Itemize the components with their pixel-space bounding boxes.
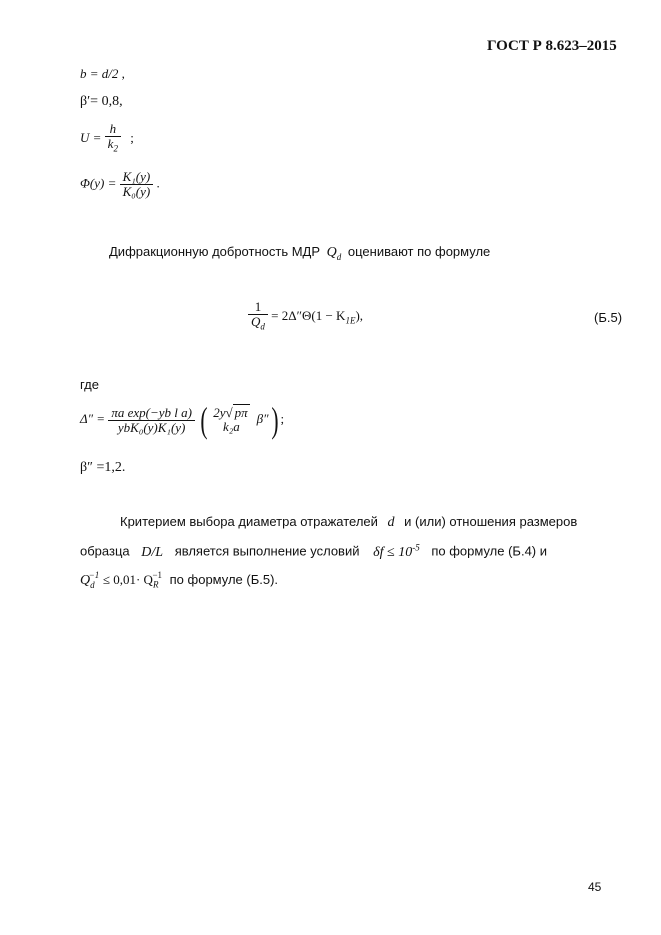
right-paren: ) xyxy=(270,400,279,440)
formula-u-fraction xyxy=(105,122,121,156)
formula-delta xyxy=(80,400,285,440)
paragraph-2-symbol-dl: D/L xyxy=(141,544,164,560)
paragraph-2-inequality: ≤ $0,01\cdot Q_R^{-1}$ xyxy=(102,570,163,590)
paragraph-2-line2-text-a: образца xyxy=(80,543,130,559)
formula-b5-numerator: 1 xyxy=(248,300,268,315)
formula-phi xyxy=(80,170,160,199)
paragraph-criterion-line-3 xyxy=(80,570,278,589)
paragraph-1-text-a: Дифракционную добротность МДР xyxy=(109,244,321,259)
paragraph-2-symbol-qd-inv: $Q_d^{-1}$ xyxy=(80,570,100,590)
formula-b: b = d/2 , xyxy=(80,66,125,81)
paragraph-2-line1-text-b: и (или) отношения размеров xyxy=(404,514,578,529)
formula-u-left: U = xyxy=(80,129,102,145)
formula-phi-tail: . xyxy=(156,175,160,191)
paragraph-quality-factor xyxy=(109,244,490,262)
paragraph-criterion-line-1 xyxy=(120,514,577,531)
formula-phi-numerator: K₁(y) xyxy=(120,170,154,185)
formula-u-denominator: $k_2$ xyxy=(107,136,118,154)
paragraph-1-text-b: оценивают по формуле xyxy=(347,244,491,259)
formula-phi-denominator: K₀(y) xyxy=(122,184,151,199)
paragraph-2-line2-text-c: по формуле (Б.4) и xyxy=(431,543,547,559)
document-header: ГОСТ Р 8.623–2015 xyxy=(487,38,617,54)
formula-delta-beta: β″ xyxy=(256,410,269,426)
formula-delta-inner-denominator: k₂a xyxy=(223,419,240,434)
where-label: где xyxy=(80,377,99,392)
formula-beta-prime: β′= 0,8, xyxy=(80,94,123,109)
formula-delta-denominator: ybK₀(y)K₁(y) xyxy=(117,419,186,435)
formula-b5-denominator: $Q_d$ xyxy=(251,314,265,332)
paragraph-criterion-line-2 xyxy=(80,542,547,561)
formula-u-tail: ; xyxy=(130,129,134,145)
formula-b5-fraction xyxy=(248,300,268,334)
formula-phi-fraction xyxy=(120,170,154,199)
paragraph-2-symbol-d: d xyxy=(387,515,395,530)
paragraph-2-line1-text-a: Критерием выбора диаметра отражателей xyxy=(120,514,378,529)
left-paren: ( xyxy=(200,400,208,440)
formula-beta-double-prime: β″ =1,2. xyxy=(80,460,126,475)
paragraph-2-condition: $\delta f \le 10^{-5}$ xyxy=(373,542,420,560)
formula-phi-left: Φ(y) = xyxy=(80,175,117,191)
formula-delta-fraction xyxy=(108,406,195,435)
formula-delta-numerator: πa exp(−yb l a) xyxy=(108,406,195,421)
formula-b5 xyxy=(248,300,363,334)
paragraph-2-line3-tail: по формуле (Б.5). xyxy=(169,571,279,587)
formula-b5-number: (Б.5) xyxy=(594,310,623,325)
formula-delta-left: Δ″ = xyxy=(80,410,106,426)
formula-u-numerator: h xyxy=(105,122,121,137)
paragraph-2-line2-text-b: является выполнение условий xyxy=(174,543,360,559)
formula-u xyxy=(80,122,134,156)
formula-delta-tail: ; xyxy=(280,410,285,426)
page-number: 45 xyxy=(588,880,602,894)
formula-delta-inner-numerator: 2y√ pπ xyxy=(213,405,248,420)
formula-delta-inner-fraction xyxy=(210,406,252,434)
paragraph-1-symbol-q: $Q_d$ xyxy=(326,245,342,262)
formula-b5-rhs: = $2\Delta''\Theta(1 - K_{1E})$, xyxy=(271,307,364,326)
